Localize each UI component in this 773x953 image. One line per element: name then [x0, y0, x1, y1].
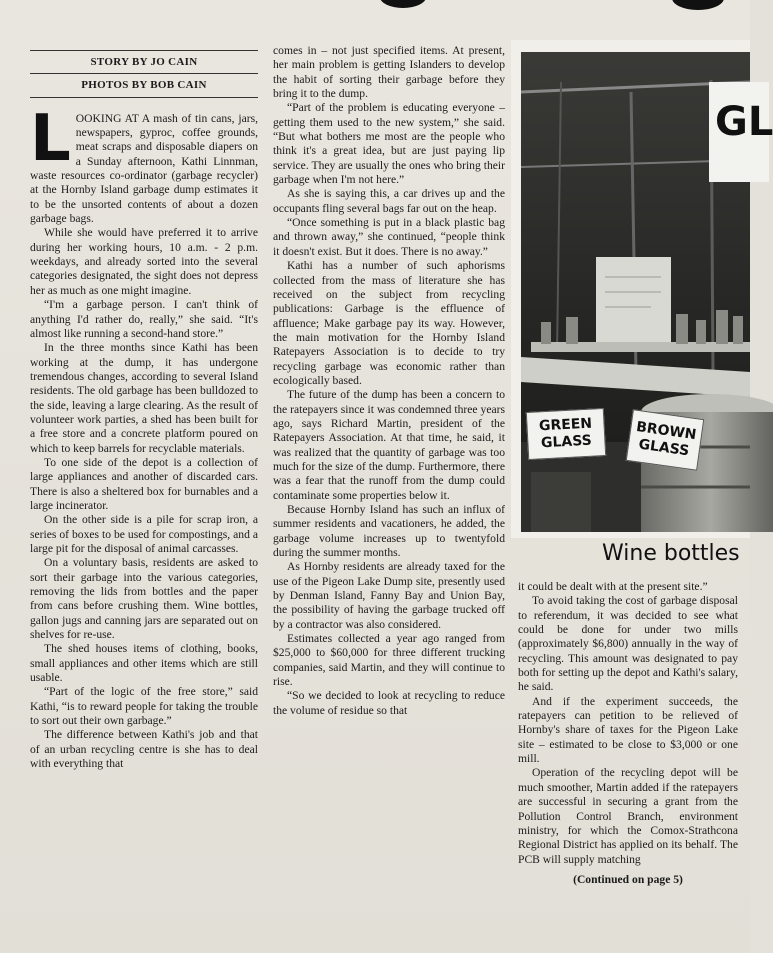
lead-paragraph — [30, 101, 258, 227]
photo-recycling-shelves — [521, 52, 773, 532]
lead-text: OOKING AT A mash of tin cans, jars, newspapers, gyproc, coffee grounds, meat scraps and disposable diapers on a Sunday afternoon, Kathi Linnman, waste resources co-ordinator (garbage recycler) at the Hornby Island garbage dump estimates it to be the unsorted contents of about a dozen garbage bags. — [30, 111, 258, 226]
paragraph: As she is saying this, a car drives up and the occupants fling several bags far out on the heap. — [273, 187, 505, 215]
paragraph: Estimates collected a year ago ranged from $25,000 to $60,000 for three different trucking companies, said Martin, and they will continue to rise. — [273, 632, 505, 689]
paragraph: “So we decided to look at recycling to reduce the volume of residue so that — [273, 689, 505, 717]
paragraph: To avoid taking the cost of garbage disposal to referendum, it was decided to see what could be done for under two mills (approximately $6,800) annually in the way of recycling. This amount was designated to pay both for setting up the depot and Kathi's salary, he said. — [518, 594, 738, 694]
paragraph: The shed houses items of clothing, books, small appliances and other items which are still usable. — [30, 642, 258, 685]
paragraph: it could be dealt with at the present site.” — [518, 580, 708, 593]
photo-caption: Wine bottles — [602, 541, 740, 566]
story-byline: STORY BY JO CAIN — [30, 50, 258, 74]
paragraph: Operation of the recycling depot will be much smoother, Martin added if the ratepayers are successful in securing a grant from the Pollution Control Branch, environment ministry, for which the Comox-Strathcona Regional District has applied on its behalf. The PCB will supply matching — [518, 766, 738, 866]
drop-cap: L — [30, 101, 71, 176]
paragraph: And if the experiment succeeds, the ratepayers can petition to be relieved of Hornby's share of taxes for the Pigeon Lake site – estimated to be close to $3,000 or one mill. — [518, 694, 738, 766]
paragraph: To one side of the depot is a collection of large appliances and another of discarded cars. There is also a sheltered box for burnables and a large incinerator. — [30, 455, 258, 512]
continued-note: (Continued on page 5) — [573, 872, 683, 886]
paragraph: The future of the dump has been a concern to the ratepayers since it was condemned three years ago, says Richard Martin, president of the Ratepayers Association. At that time, he said, it was realized that the quantity of garbage was too much for the size of the dump. Furthermore, there was a fear that the runoff from the dump could contaminate some properties below it. — [273, 388, 505, 502]
photo-byline: PHOTOS BY BOB CAIN — [30, 74, 258, 97]
paragraph: comes in – not just specified items. At present, her main problem is getting Islanders to develop the habit of sorting their garbage before they bring it to the dump. — [273, 44, 505, 101]
paragraph: While she would have preferred it to arrive during her working hours, 10 a.m. - 2 p.m. weekdays, and already sorted into the several categories designated, the sight does not depress her as much as one might imagine. — [30, 226, 258, 297]
paragraph: Because Hornby Island has such an influx of summer residents and vacationers, he added, the garbage volume increases up to twentyfold during the summer months. — [273, 503, 505, 560]
paragraph: “I'm a garbage person. I can't think of anything I'd rather do, really,” she said. “It's almost like running a second-hand store.” — [30, 298, 258, 340]
paragraph: On a voluntary basis, residents are asked to sort their garbage into the various categories, removing the lids from bottles and the paper from cans before crushing them. Wine bottles, gallon jugs and canning jars are separated out on shelves for re-use. — [30, 556, 258, 642]
paragraph: “Part of the logic of the free store,” said Kathi, “is to reward people for taking the trouble to sort out their own garbage.” — [30, 685, 258, 728]
paragraph: On the other side is a pile for scrap iron, a series of boxes to be used for compostings, and a large pit for the disposal of animal carcasses. — [30, 513, 258, 555]
top-dark-shape-left — [380, 0, 426, 8]
paragraph: “Part of the problem is educating everyone – getting them used to the new system,” she said. “But what bothers me most are the people who think it's a great idea, but are just paying lip service. They are usually the ones who bring their garbage when I'm not here.” — [273, 101, 505, 187]
top-dark-shape-right — [672, 0, 724, 10]
column-2 — [273, 44, 505, 944]
sign-green-glass: GREEN GLASS — [526, 408, 606, 460]
paragraph: Kathi has a number of such aphorisms collected from the mass of literature she has received on the subject from recycling publications: Garbage is the effluence of affluence; Make garbage pay its way. However, the main motivation for the Hornby Island Ratepayers Association is to decide to try recycling garbage was economic rather than ecologically based. — [273, 259, 505, 387]
paragraph: The difference between Kathi's job and that of an urban recycling centre is she has to deal with everything that — [30, 728, 258, 771]
paragraph: “Once something is put in a black plastic bag and thrown away,” she continued, “people think it doesn't exist. But it does. There is no away.” — [273, 216, 505, 258]
paragraph: As Hornby residents are already taxed for the use of the Pigeon Lake Dump site, presently used by Denman Island, Fanny Bay and Union Bay, the possibility of having the garbage trucked off by a contractor was also considered. — [273, 560, 505, 631]
column-3 — [518, 580, 738, 945]
sign-brown-glass: BROWN GLASS — [626, 409, 705, 471]
sign-glass-top: GL — [709, 82, 769, 182]
paragraph: In the three months since Kathi has been working at the dump, it has undergone tremendous changes, according to several Island residents. The old garbage has been bulldozed to the side, leaving a large clearing. As the result of volunteer work parties, a shed has been built for a free store and a concrete platform poured on which to keep barrels for recyclable materials. — [30, 341, 258, 455]
column-1 — [30, 50, 258, 945]
